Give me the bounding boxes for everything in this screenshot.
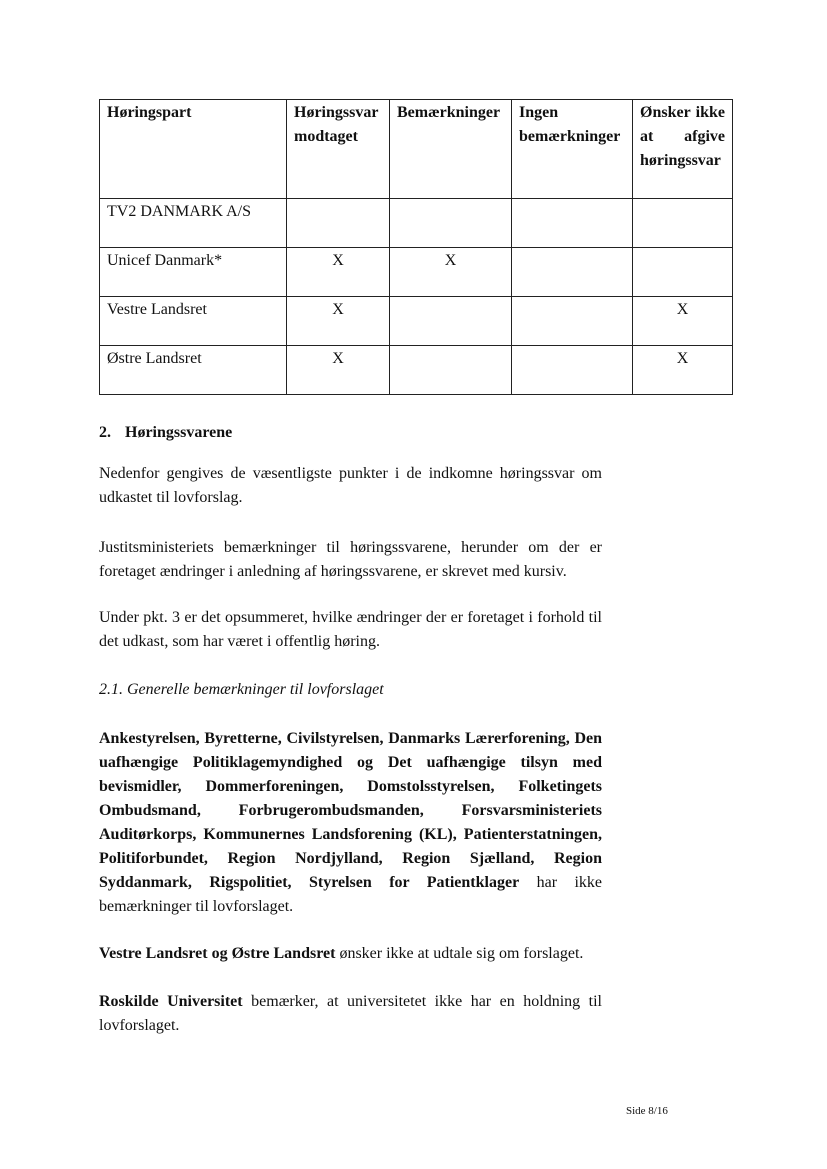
party-name: Østre Landsret [100, 346, 287, 395]
hearing-parties-table [99, 99, 733, 395]
remarks-mark [390, 346, 512, 395]
ministry-paragraph: Justitsministeriets bemærkninger til høringssvarene, herunder om der er foretaget ændringer i anledning af høringssvarene, er skrevet med kursiv. [99, 539, 602, 580]
declines-mark: X [633, 297, 733, 346]
header-remarks: Bemærkninger [390, 100, 512, 199]
courts-paragraph [99, 942, 602, 966]
no-remarks-paragraph [99, 727, 602, 919]
received-mark [287, 199, 390, 248]
party-name: Unicef Danmark* [100, 248, 287, 297]
page-number: Side 8/16 [626, 1105, 668, 1117]
declines-mark [633, 199, 733, 248]
section-number: 2. [99, 424, 111, 441]
no-remarks-mark [512, 297, 633, 346]
header-declines-text: Ønsker ikke at afgive høringssvar [640, 104, 725, 169]
remarks-mark [390, 297, 512, 346]
table-row [100, 199, 733, 248]
party-name: Vestre Landsret [100, 297, 287, 346]
roskilde-party: Roskilde Universitet [99, 993, 243, 1010]
table-header-row [100, 100, 733, 199]
roskilde-paragraph [99, 990, 602, 1038]
roskilde-text: bemærker, at universitetet ikke har en holdning til lovforslaget. [99, 993, 602, 1034]
subsection-heading: 2.1. Generelle bemærkninger til lovforslaget [99, 681, 384, 698]
summary-paragraph: Under pkt. 3 er det opsummeret, hvilke ændringer der er foretaget i forhold til det udkast, som har været i offentlig høring. [99, 609, 602, 650]
no-remarks-mark [512, 346, 633, 395]
declines-mark [633, 248, 733, 297]
header-declines [633, 100, 733, 199]
received-mark: X [287, 346, 390, 395]
table-row [100, 297, 733, 346]
intro-paragraph: Nedenfor gengives de væsentligste punkter i de indkomne høringssvar om udkastet til lovforslag. [99, 465, 602, 506]
section-heading [99, 421, 602, 445]
table-row [100, 248, 733, 297]
courts-parties: Vestre Landsret og Østre Landsret [99, 945, 336, 962]
table-row [100, 346, 733, 395]
no-remarks-mark [512, 199, 633, 248]
received-mark: X [287, 297, 390, 346]
received-mark: X [287, 248, 390, 297]
section-title: Høringssvarene [125, 424, 233, 441]
header-received: Høringssvar modtaget [287, 100, 390, 199]
no-remarks-parties: Ankestyrelsen, Byretterne, Civilstyrelsen, Danmarks Lærerforening, Den uafhængige Politiklagemyndighed og Det uafhængige tilsyn med bevismidler, Dommerforeningen, Domstolsstyrelsen, Folketingets Ombudsmand, Forbrugerombudsmanden, Forsvarsministeriets Auditørkorps, Kommunernes Landsforening (KL), Patienterstatningen, Politiforbundet, Region Nordjylland, Region Sjælland, Region Syddanmark, Rigspolitiet, Styrelsen for Patientklager [99, 730, 602, 891]
header-no-remarks: Ingen bemærkninger [512, 100, 633, 199]
no-remarks-text: har ikke bemærkninger til lovforslaget. [99, 874, 603, 915]
header-party: Høringspart [100, 100, 287, 199]
no-remarks-mark [512, 248, 633, 297]
party-name: TV2 DANMARK A/S [100, 199, 287, 248]
declines-mark: X [633, 346, 733, 395]
remarks-mark: X [390, 248, 512, 297]
remarks-mark [390, 199, 512, 248]
courts-text: ønsker ikke at udtale sig om forslaget. [339, 945, 584, 962]
